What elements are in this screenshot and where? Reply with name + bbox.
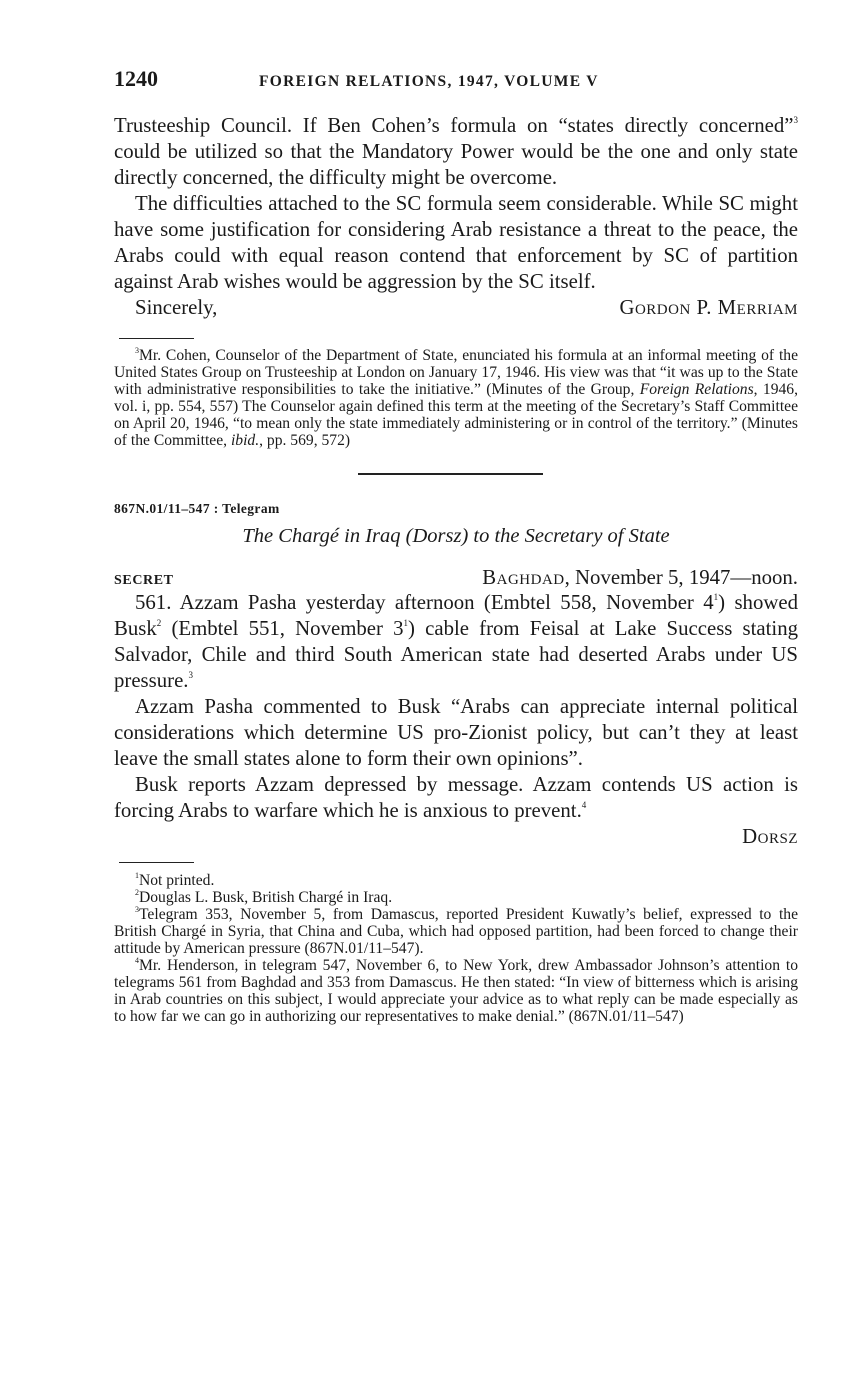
closing-salutation: Sincerely,: [135, 296, 218, 319]
footnote-ref: 3: [793, 115, 798, 126]
telegram-meta: [114, 566, 798, 590]
document-title: The Chargé in Iraq (Dorsz) to the Secretary of State: [242, 525, 670, 547]
letter-signature: Gordon P. Merriam: [619, 296, 798, 319]
page-number: 1240: [114, 66, 158, 91]
footnote-4: $^4$Mr. Henderson, in telegram 547, November 6, to New York, drew Ambassador Johnson’s attention to telegrams 561 from Baghdad and 353 from Damascus. He then stated: “In view of bitterness which is arising in Arab countries on this subject, I would appreciate your advice as to what reply can be made especially as to how far we can go in authorizing our representatives to make denial.” (867N.01/11–547): [114, 955, 798, 1025]
page-header: [114, 64, 798, 96]
footnote-2: $^2$Douglas L. Busk, British Chargé in Iraq.: [135, 887, 393, 906]
letter-footnotes: [114, 347, 798, 449]
document-file-number: 867N.01/11–547 : Telegram: [114, 501, 280, 516]
classification-label: SECRET: [114, 573, 174, 588]
letter-paragraph-1: Trusteeship Council. If Ben Cohen’s formula on “states directly concerned”$^3$ could be utilized so that the Mandatory Power would be the one and only state directly concerned, the difficulty might be overcome.: [114, 114, 798, 189]
running-title: FOREIGN RELATIONS, 1947, VOLUME V: [259, 73, 599, 90]
telegram-footnotes: [114, 872, 798, 1025]
letter-paragraph-2: The difficulties attached to the SC formula seem considerable. While SC might have some justification for considering Arab resistance a threat to the peace, the Arabs could with equal reason contend that enforcement by SC of partition against Arab wishes would be aggression by the SC itself.: [114, 192, 798, 293]
telegram-signature: Dorsz: [742, 825, 798, 848]
footnote-3-cohen: $^3$Mr. Cohen, Counselor of the Department of State, enunciated his formula at an informal meeting of the United States Group on Trusteeship at London on January 17, 1946. His view was that “it was up to the State with administrative responsibilities to take the initiative.” (Minutes of the Group, Foreign Relations, 1946, vol. i, pp. 554, 557) The Counselor again defined this term at the meeting of the Secretary’s Staff Committee on April 20, 1946, “to mean only the state immediately administering or in control of the territory.” (Minutes of the Committee, ibid., pp. 569, 572): [114, 345, 798, 449]
footnote-3: $^3$Telegram 353, November 5, from Damascus, reported President Kuwatly’s belief, expressed to the British Chargé in Syria, that China and Cuba, which had opposed partition, had been forced to change their attitude by American pressure (867N.01/11–547).: [114, 904, 798, 957]
place-and-date: Baghdad, November 5, 1947—noon.: [482, 566, 798, 589]
letter-closing: [114, 295, 798, 321]
telegram-paragraph-2: Azzam Pasha commented to Busk “Arabs can appreciate internal political considerations which determine US pro-Zionist policy, but can’t they at least leave the small states alone to form their own opinions”.: [114, 695, 798, 770]
footnote-1: $^1$Not printed.: [135, 870, 215, 889]
telegram-paragraph-3: Busk reports Azzam depressed by message. Azzam contends US action is forcing Arabs to warfare which he is anxious to prevent.$^4$: [114, 773, 798, 822]
telegram-paragraph-1: 561. Azzam Pasha yesterday afternoon (Embtel 558, November $4^1$) showed Busk$^2$ (Embtel 551, November $3^1$) cable from Feisal at Lake Success stating Salvador, Chile and third South American state had deserted Arabs under US pressure.$^3$: [114, 591, 799, 692]
document-page: [114, 64, 798, 1025]
